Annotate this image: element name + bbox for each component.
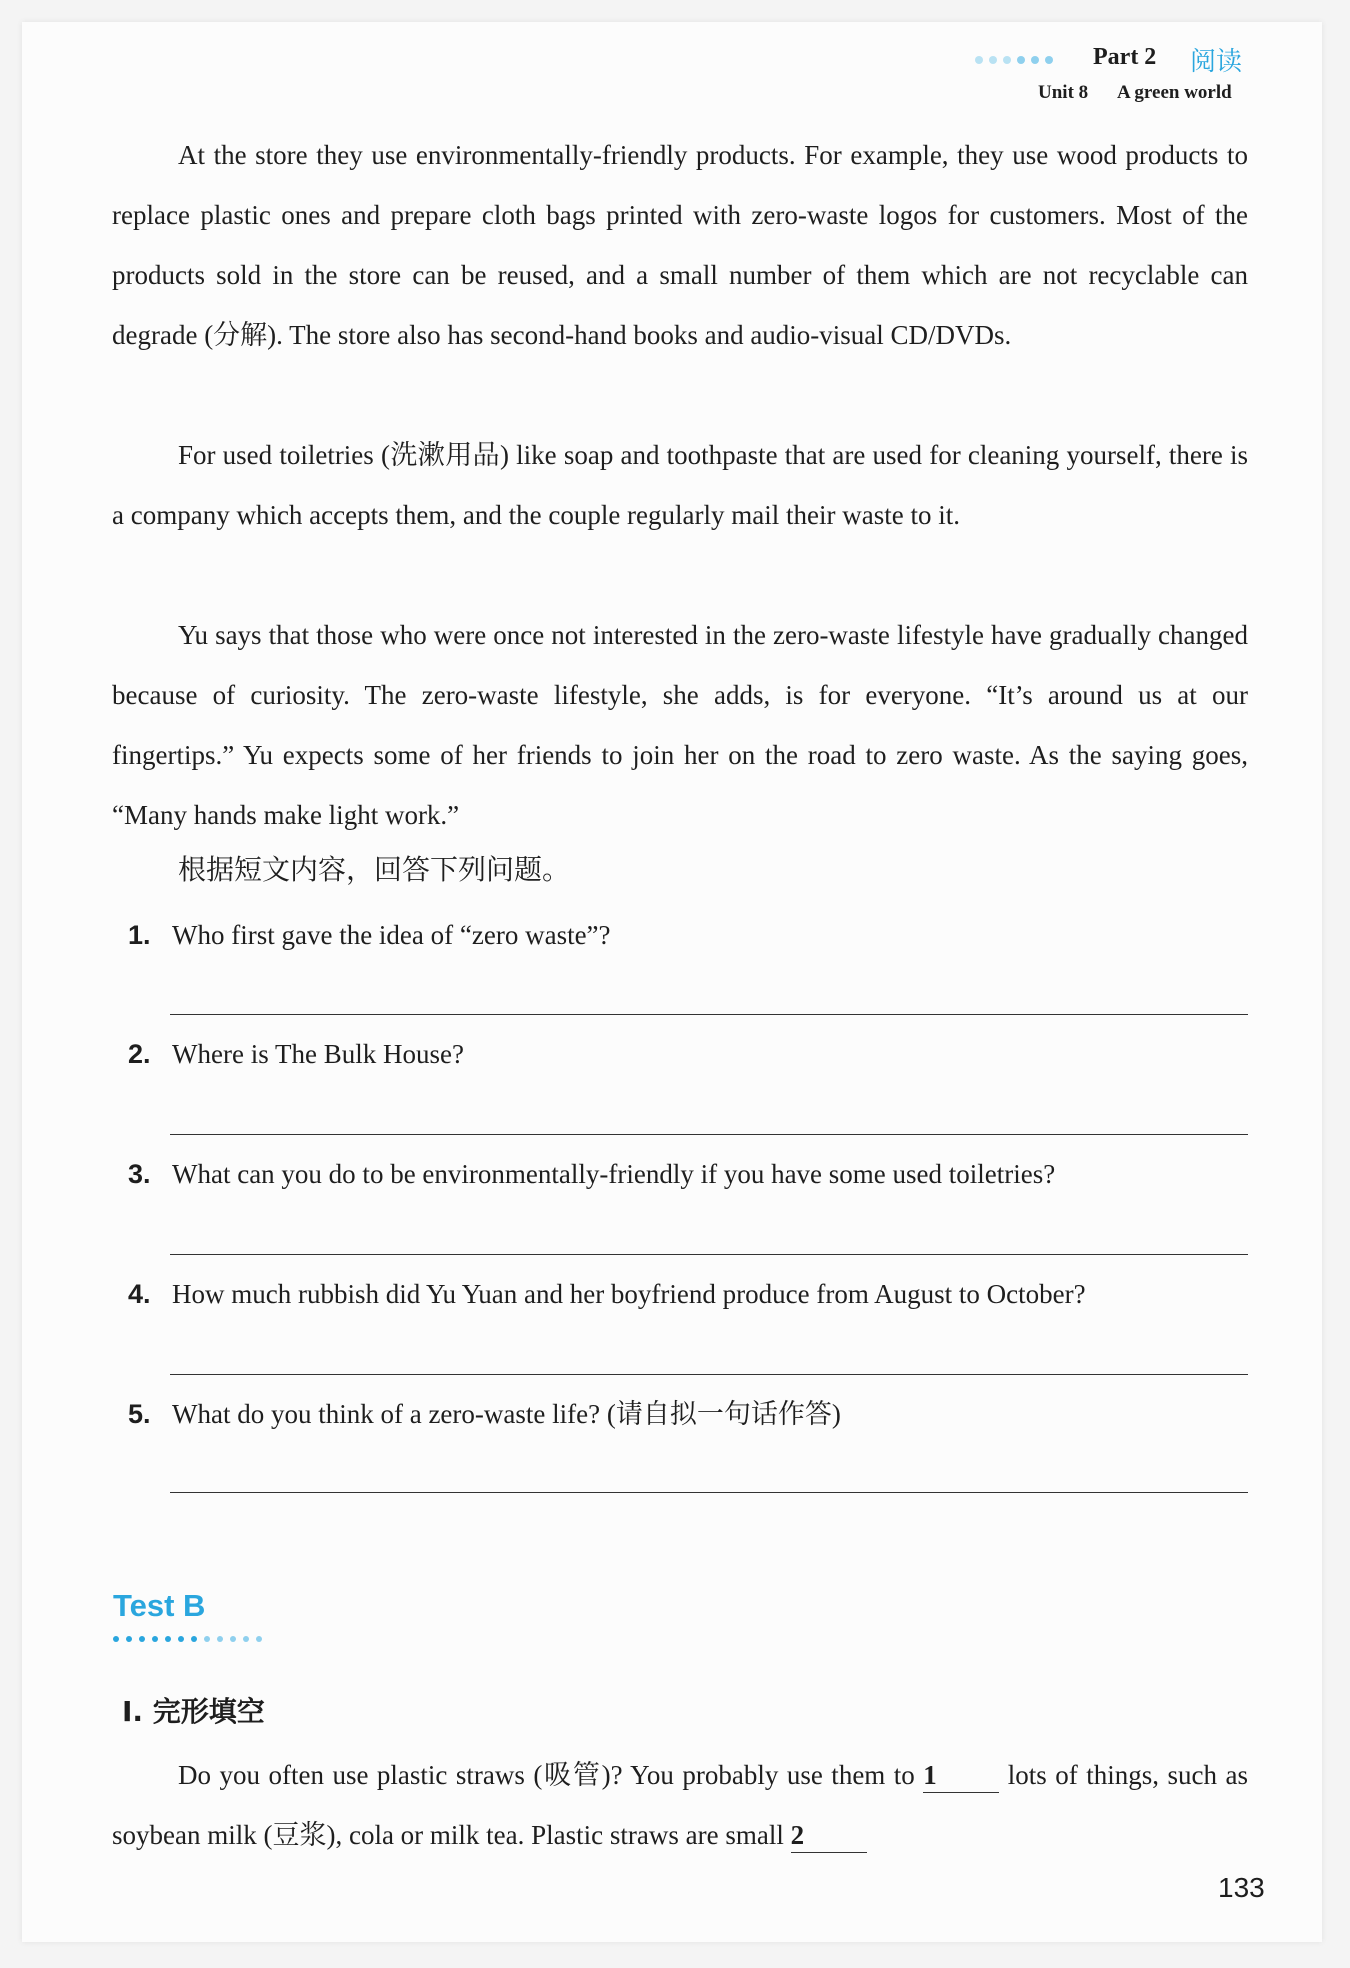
question-text: Who first gave the idea of “zero waste”? (172, 920, 611, 950)
question-number: 2. (128, 1039, 151, 1069)
question-text: How much rubbish did Yu Yuan and her boyfriend produce from August to October? (172, 1279, 1086, 1309)
instruction: 根据短文内容，回答下列问题。 (178, 853, 571, 886)
header-dots-decoration (975, 56, 1053, 64)
paragraph-3: Yu says that those who were once not interested in the zero-waste lifestyle have gradually changed because of curiosity. The zero-waste lifestyle, she adds, is for everyone. “It’s around us at our fingertips.” Yu expects some of her friends to join her on the road to zero waste. As the saying goes, “Many hands make light work.” (112, 620, 1248, 830)
header-unit: Unit 8 (1038, 82, 1089, 103)
question-number: 4. (128, 1279, 151, 1309)
answer-line-3[interactable] (170, 1254, 1248, 1255)
question-1 (128, 915, 1250, 955)
answer-line-4[interactable] (170, 1374, 1248, 1375)
answer-line-1[interactable] (170, 1014, 1248, 1015)
header-section-cn: 阅读 (1190, 47, 1243, 77)
question-number: 1. (128, 920, 151, 950)
page-number: 133 (1218, 1872, 1265, 1903)
answer-line-2[interactable] (170, 1134, 1248, 1135)
question-3 (128, 1154, 1250, 1194)
header-unit-title: A green world (1117, 82, 1232, 103)
paragraph-1: At the store they use environmentally-friendly products. For example, they use wood products to replace plastic ones and prepare cloth bags printed with zero-waste logos for customers. Most of the products sold in the store can be reused, and a small number of them which are not recyclable can degrade (分解). The store also has second-hand books and audio-visual CD/DVDs. (112, 140, 1248, 350)
test-b-dots-decoration (113, 1636, 262, 1642)
question-text: What do you think of a zero-waste life? (请自拟一句话作答) (172, 1399, 841, 1429)
question-number: 3. (128, 1159, 151, 1189)
question-2 (128, 1034, 1250, 1074)
cloze-blank-1[interactable]: 1 (923, 1758, 999, 1793)
cloze-blank-2[interactable]: 2 (791, 1818, 867, 1853)
answer-line-5[interactable] (170, 1492, 1248, 1493)
question-text: What can you do to be environmentally-friendly if you have some used toiletries? (172, 1159, 1056, 1189)
question-text: Where is The Bulk House? (172, 1039, 464, 1069)
question-number: 5. (128, 1399, 151, 1429)
cloze-text-2: lots of things, such as soybean milk (豆浆), cola or milk tea. Plastic straws are small (112, 1760, 1249, 1850)
cloze-passage (112, 1745, 1248, 1865)
paragraph-2: For used toiletries (洗漱用品) like soap and toothpaste that are used for cleaning yourself, there is a company which accepts them, and the couple regularly mail their waste to it. (112, 440, 1248, 530)
section-title-cloze: Ⅰ. 完形填空 (122, 1695, 265, 1728)
header-part: Part 2 (1093, 44, 1157, 70)
cloze-text-1: Do you often use plastic straws (吸管)? You probably use them to (178, 1760, 924, 1790)
test-b-title: Test B (113, 1588, 206, 1623)
question-4 (128, 1274, 1250, 1314)
question-5 (128, 1394, 1250, 1434)
